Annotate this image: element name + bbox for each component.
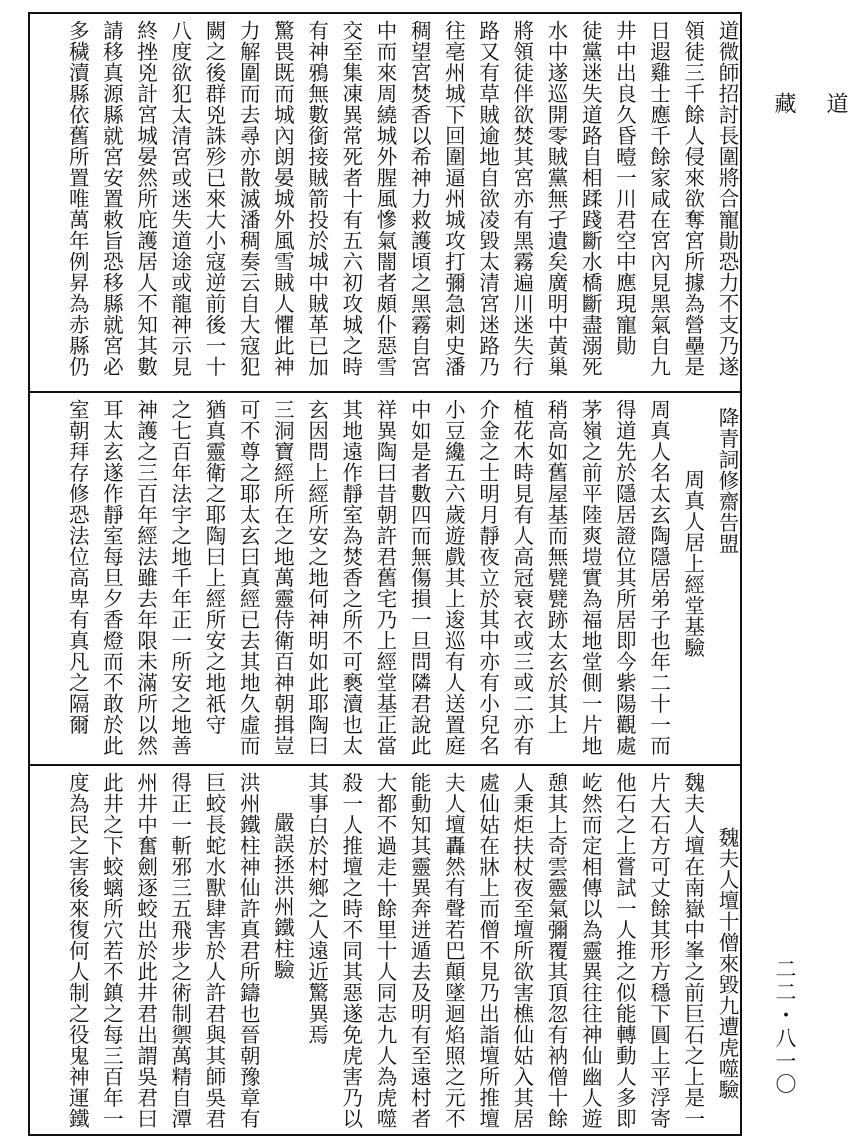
text-column: 可不尊之耶太玄曰真經已去其地久虛而 [236, 399, 261, 756]
text-column: 將領徒伴欲焚其宮亦有黑霧遍川迷失行 [509, 20, 534, 377]
text-column: 片大石方可丈餘其形方穩下圓上平浮寄 [646, 772, 671, 1129]
page-number: 二二・八一〇 [773, 958, 797, 1096]
text-column: 嚴誤拯洪州鐵柱驗 [270, 812, 295, 980]
text-column: 此井之下蛟螭所穴若不鎮之每三百年一 [99, 772, 124, 1129]
text-column: 神護之三百年經法雖去年限未滿所以然 [133, 399, 158, 756]
text-column: 往亳州城下回圍逼州城攻打彌急刺史潘 [441, 20, 466, 377]
text-column: 猶真靈衛之耶陶曰上經所安之地祇守 [202, 399, 226, 735]
side-title-char-2: 藏 [771, 92, 796, 114]
text-column: 多穢瀆縣依舊所置唯萬年例昇為赤縣仍 [65, 20, 90, 377]
text-column: 巨蛟長蛇水獸肆害於人許君與其師吳君 [202, 772, 226, 1129]
text-column: 交至集凍異常死者十有五六初攻城之時 [338, 20, 363, 377]
text-column: 魏夫人壇在南嶽中峯之前巨石之上是一 [680, 772, 705, 1129]
text-column: 他石之上嘗試一人推之似能轉動人多即 [612, 772, 637, 1129]
text-column: 祥異陶曰昔朝許君舊宅乃上經堂基正當 [373, 399, 397, 756]
text-column: 屹然而定相傳以為靈異往往神仙幽人遊 [578, 772, 603, 1129]
text-column: 八度欲犯太清宮或迷失道途或龍神示見 [167, 20, 192, 377]
text-column: 介金之士明月靜夜立於其中亦有小兒名 [475, 399, 500, 756]
text-panel-middle [30, 393, 740, 765]
text-column: 稍高如舊屋基而無甓甓跡太玄於其上 [544, 399, 568, 735]
text-column: 領徒三千餘人侵來欲奪宮所據為營壘是 [680, 20, 705, 377]
text-column: 其地遠作靜室為焚香之所不可褻瀆也太 [338, 399, 363, 756]
text-column: 終挫兇計宮城晏然所庇護居人不知其數 [133, 20, 158, 377]
text-panel-top [30, 14, 740, 392]
text-column: 小豆纔五六歲遊戲其上逡巡有人送置庭 [441, 399, 466, 756]
text-column: 中而來周繞城外腥風慘氣闇者頗仆惡雪 [373, 20, 397, 377]
text-column: 徒黨迷失道路自相蹂踐斷水橋斷盡溺死 [578, 20, 603, 377]
text-column: 驚畏既而城內朗晏城外風雪賊人懼此神 [270, 20, 295, 377]
text-column: 茅嶺之前平陸爽塏實為福地堂側一片地 [578, 399, 603, 756]
text-column: 水中遂巡開零賊黨無孑遺矣廣明中黃巢 [544, 20, 568, 377]
text-column: 殺一人推壇之時不同其惡遂免虎害乃以 [338, 772, 363, 1129]
text-column: 處仙姑在牀上而僧不見乃出詣壇所推壇 [475, 772, 500, 1129]
text-column: 夫人壇轟然有聲若巴顛墜迴焰照之元不 [441, 772, 466, 1129]
text-column: 稠望宮焚香以希神力救護頃之黑霧自宮 [407, 20, 432, 377]
text-column: 室朝拜存修恐法位高卑有真凡之隔爾 [65, 399, 90, 735]
text-column: 周真人居上經堂基驗 [680, 469, 705, 658]
side-title [770, 92, 848, 114]
text-column: 其事白於村鄉之人遠近驚異焉 [304, 772, 329, 1045]
text-column: 能動知其靈異奔迸遁去及明有至遠村者 [407, 772, 432, 1129]
text-column: 闕之後群兇誅殄已來大小寇逆前後一十 [202, 20, 226, 377]
text-column: 耳太玄遂作靜室每旦夕香燈而不敢於此 [99, 399, 124, 756]
page-frame [28, 12, 742, 1136]
text-column: 憩其上奇雲靈氣彌覆其頂忽有衲僧十餘 [544, 772, 568, 1129]
text-column: 中如是者數四而無傷損一旦問隣君說此 [407, 399, 432, 756]
text-panel-bottom [30, 766, 740, 1134]
side-title-char-1: 道 [823, 92, 848, 114]
text-column: 得正一斬邪三五飛步之術制禦萬精自潭 [167, 772, 192, 1129]
text-column: 有神鴉無數銜接賊箭投於城中賊革已加 [304, 20, 329, 377]
text-column: 日遐雞士應千餘家咸在宮內見黑氣自九 [646, 20, 671, 377]
text-column: 大都不過走十餘里十人同志九人為虎噬 [373, 772, 397, 1129]
text-column: 井中出良久昏曀一川君空中應現寵勛 [612, 20, 637, 356]
text-column: 力解圍而去尋亦散滅潘稠奏云自大寇犯 [236, 20, 261, 377]
text-column: 路又有草賊逾地自欲凌毀太清宮迷路乃 [475, 20, 500, 377]
text-column: 道微師招討長圍將合寵勛恐力不支乃遂 [715, 20, 739, 377]
text-column: 得道先於隱居證位其所居即今紫陽觀處 [612, 399, 637, 756]
text-column: 度為民之害後來復何人制之役鬼神運鐵 [65, 772, 90, 1129]
text-column: 人秉炬扶杖夜至壇所欲害樵仙姑入其居 [509, 772, 534, 1129]
text-column: 降青詞修齋告盟 [715, 407, 739, 554]
text-column: 周真人名太玄陶隱居弟子也年二十一而 [646, 399, 671, 756]
text-column: 玄因問上經所安之地何神明如此耶陶曰 [304, 399, 329, 756]
text-column: 州井中奮劍逐蛟出於此井君出謂吳君曰 [133, 772, 158, 1129]
text-column: 三洞寶經所在之地萬靈侍衛百神朝揖豈 [270, 399, 295, 756]
text-column: 魏夫人壇十僧來毀九遭虎噬驗 [715, 827, 739, 1100]
text-column: 植花木時見有人高冠衰衣或三或二亦有 [509, 399, 534, 756]
text-column: 之七百年法宇之地千年正一所安之地善 [167, 399, 192, 756]
text-column: 洪州鐵柱神仙許真君所鑄也晉朝豫章有 [236, 772, 261, 1129]
text-column: 請移真源縣就宮安置敕旨恐移縣就宮必 [99, 20, 124, 377]
